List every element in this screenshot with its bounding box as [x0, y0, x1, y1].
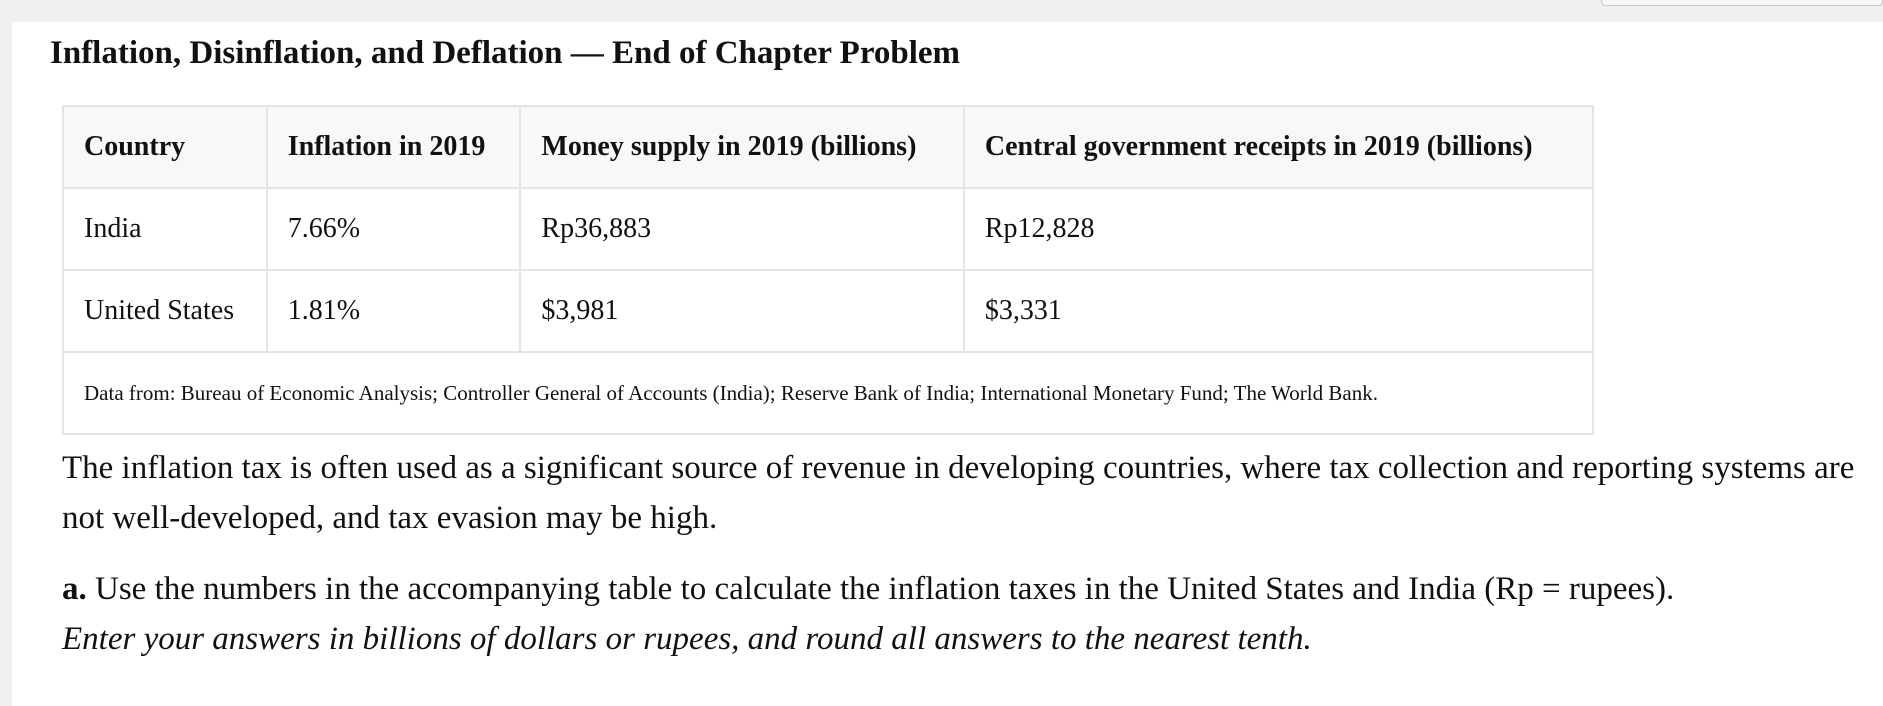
- table-cell-country: United States: [63, 270, 267, 352]
- table-cell-inflation: 1.81%: [267, 270, 521, 352]
- column-header-inflation: Inflation in 2019: [267, 106, 521, 188]
- table-cell-money-supply: Rp36,883: [520, 188, 963, 270]
- top-right-control[interactable]: [1601, 0, 1883, 6]
- column-header-country: Country: [63, 106, 267, 188]
- table-source-row: [63, 352, 1593, 434]
- page-title: Inflation, Disinflation, and Deflation — End of Chapter Problem: [50, 35, 961, 71]
- table-cell-government-receipts: Rp12,828: [964, 188, 1593, 270]
- table-cell-inflation: 7.66%: [267, 188, 521, 270]
- table-cell-country: India: [63, 188, 267, 270]
- data-table: [62, 105, 1594, 435]
- top-bar: [0, 0, 1883, 22]
- intro-paragraph: The inflation tax is often used as a significant source of revenue in developing countries, where tax collection and reporting systems are not well-developed, and tax evasion may be high.: [62, 450, 1855, 536]
- question-label: a.: [62, 571, 87, 607]
- table-source-note: Data from: Bureau of Economic Analysis; Controller General of Accounts (India); Reserve Bank of India; International Monetary Fund; The World Bank.: [63, 352, 1593, 434]
- question-text: Use the numbers in the accompanying table to calculate the inflation taxes in the United States and India (Rp = rupees).: [86, 571, 1675, 607]
- table-cell-government-receipts: $3,331: [964, 270, 1593, 352]
- column-header-money-supply: Money supply in 2019 (billions): [520, 106, 963, 188]
- column-header-government-receipts: Central government receipts in 2019 (billions): [964, 106, 1593, 188]
- table-header-row: [63, 106, 1593, 188]
- table-cell-money-supply: $3,981: [520, 270, 963, 352]
- table-row: [63, 270, 1593, 352]
- question-paragraph: [62, 564, 1862, 664]
- table-row: [63, 188, 1593, 270]
- question-instruction: Enter your answers in billions of dollars or rupees, and round all answers to the nearest tenth.: [62, 621, 1312, 657]
